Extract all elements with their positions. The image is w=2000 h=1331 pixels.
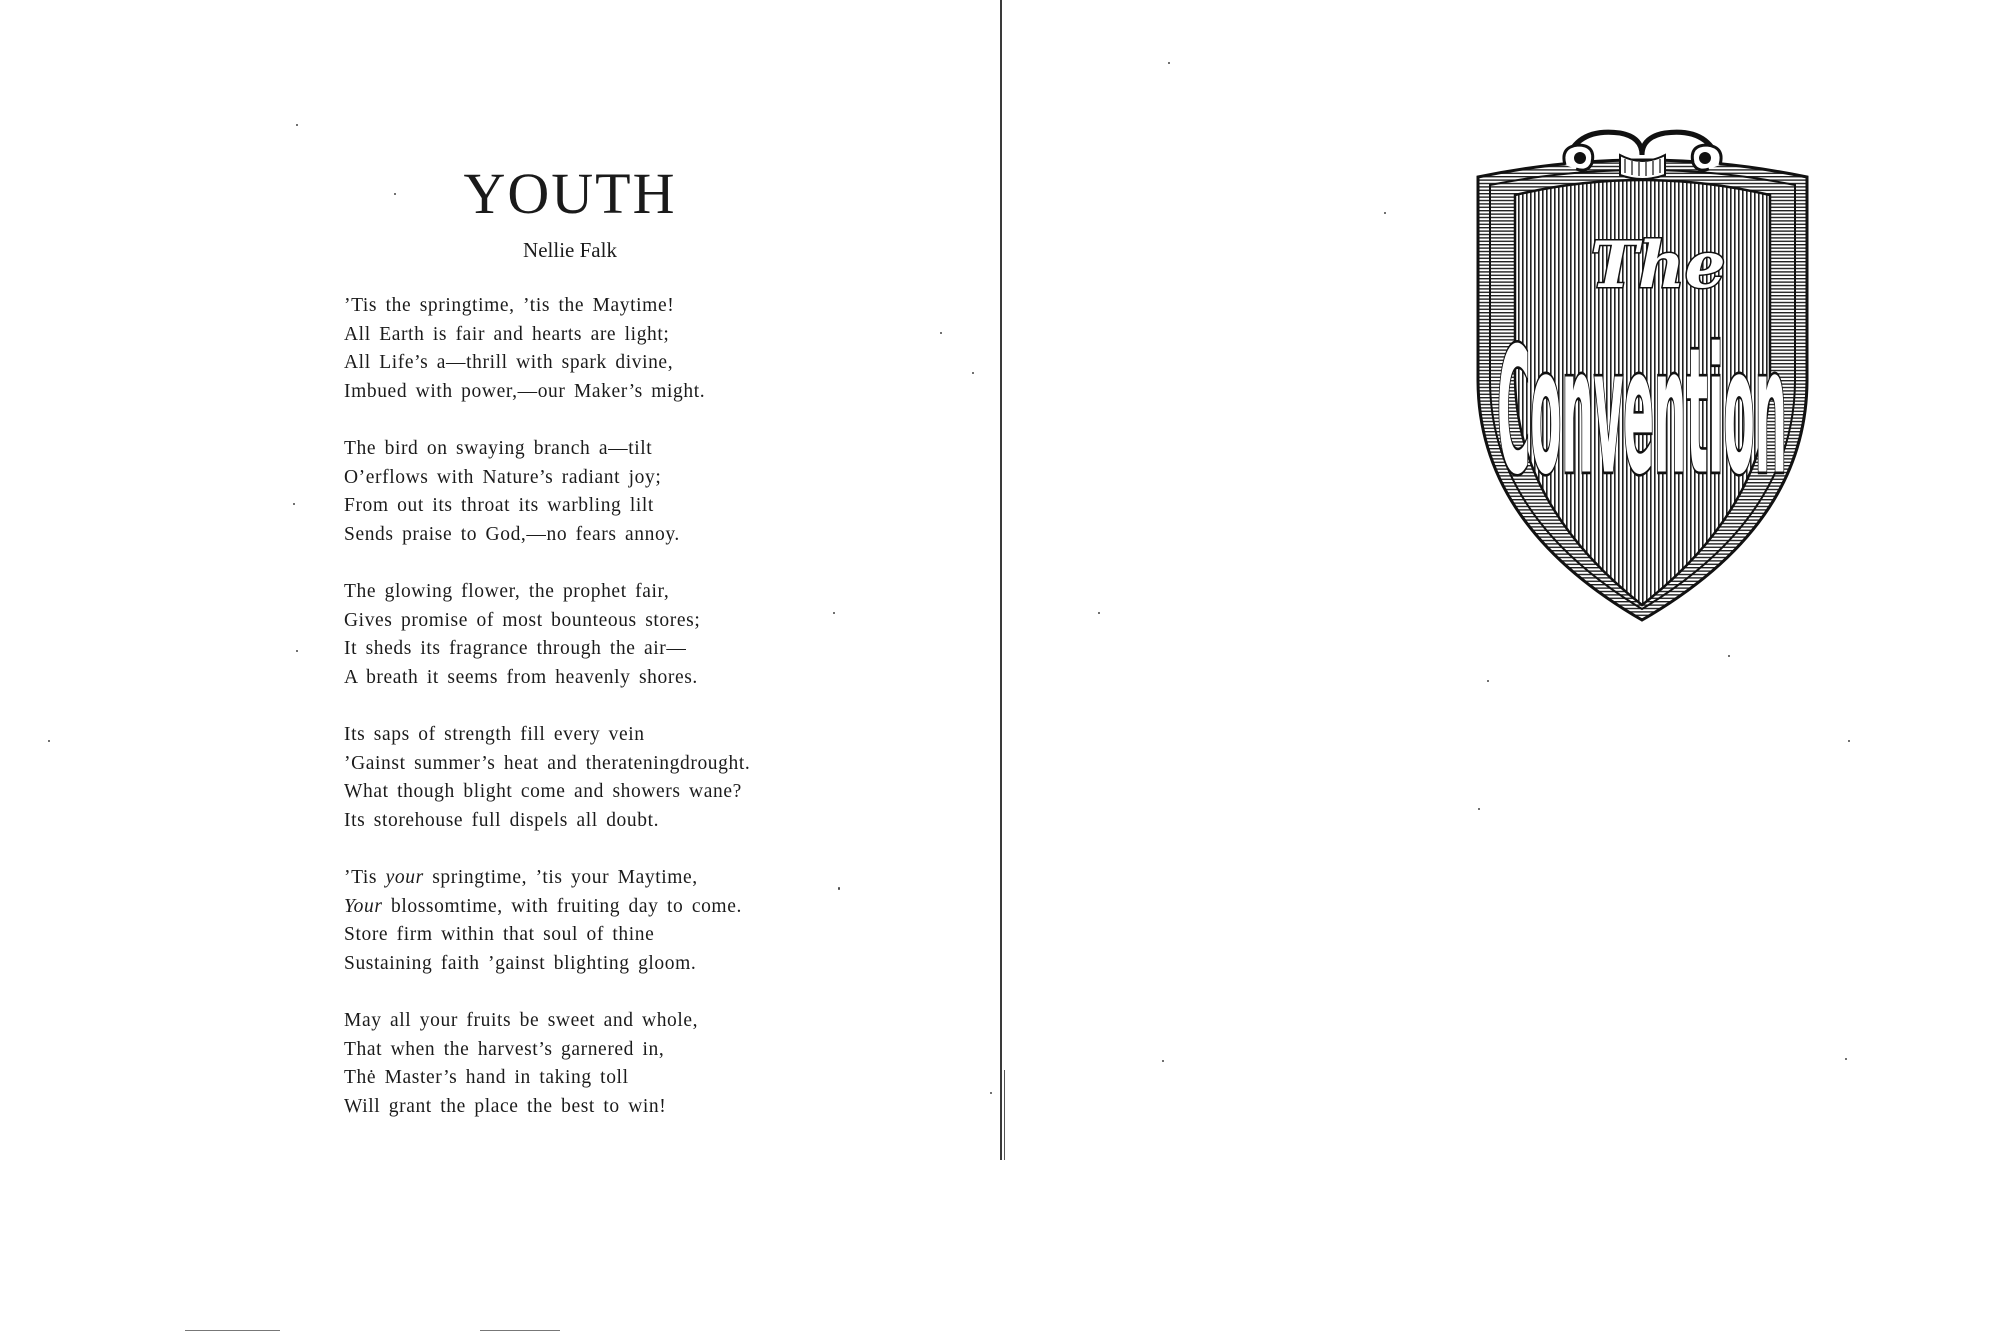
poem-line [344, 750, 864, 779]
poem-line-pre: The glowing flower, the prophet fair, [344, 581, 670, 602]
paper-speck [1845, 1058, 1847, 1060]
paper-speck [1168, 62, 1170, 64]
poem-line [344, 321, 864, 350]
paper-speck [972, 372, 974, 374]
paper-speck [838, 887, 840, 889]
poem-line [344, 635, 864, 664]
poem-line-pre: May all your fruits be sweet and whole, [344, 1010, 699, 1031]
paper-speck [833, 612, 835, 614]
poem-line [344, 778, 864, 807]
poem-line-em: Your [344, 895, 383, 917]
paper-speck [296, 124, 298, 126]
poem-line [344, 378, 864, 407]
poem-line-pre: Store firm within that soul of thine [344, 924, 655, 945]
poem-line [344, 1093, 864, 1122]
paper-speck [1848, 740, 1850, 742]
poem-line [344, 864, 864, 893]
poem-line-pre: Its storehouse full dispels all doubt. [344, 809, 660, 831]
paper-speck [940, 332, 942, 334]
poem-line-pre: ’Gainst summer’s heat and therateningdrought. [344, 752, 751, 774]
poem-line [344, 721, 864, 750]
poem-line [344, 292, 864, 321]
poem-line-pre: From out its throat its warbling lilt [344, 495, 654, 516]
poem-line-post: blossomtime, with fruiting day to come. [382, 895, 742, 917]
poem-line [344, 578, 864, 607]
poem-line [344, 607, 864, 636]
paper-speck [1162, 1060, 1164, 1062]
poem-stanza [344, 292, 864, 406]
poem-line [344, 950, 864, 979]
poem-line [344, 1036, 864, 1065]
poem-line-pre: Will grant the place the best to win! [344, 1095, 667, 1117]
paper-speck [1384, 212, 1386, 214]
poem-stanza [344, 578, 864, 692]
poem-line [344, 1007, 864, 1036]
poem-line-pre: Gives promise of most bounteous stores; [344, 609, 701, 631]
poem-line [344, 1064, 864, 1093]
emblem-word-main: Convention [1497, 311, 1787, 514]
poem-line-pre: That when the harvest’s garnered in, [344, 1038, 665, 1060]
poem-body [344, 292, 864, 1150]
poem-line-pre: Sustaining faith ’gainst blighting gloom. [344, 952, 697, 974]
poem-line-pre: O’erflows with Nature’s radiant joy; [344, 466, 662, 488]
paper-speck [296, 650, 298, 652]
poem-stanza [344, 721, 864, 835]
poem-line [344, 921, 864, 950]
poem-stanza [344, 1007, 864, 1121]
poem-line-pre: All Life’s a—thrill with spark divine, [344, 352, 674, 373]
poem-line-pre: The bird on swaying branch a—tilt [344, 438, 653, 459]
poem-line-pre: Thė Master’s hand in taking toll [344, 1067, 629, 1088]
poem-line [344, 492, 864, 521]
paper-speck [1728, 655, 1730, 657]
poem-stanza [344, 864, 864, 978]
page-gutter-line [1000, 0, 1002, 1160]
poem-line-pre: Its saps of strength fill every vein [344, 724, 645, 745]
poem-line [344, 664, 864, 693]
poem-line [344, 807, 864, 836]
poem-line [344, 893, 864, 922]
poem-stanza [344, 435, 864, 549]
poem-title: YOUTH [463, 161, 677, 226]
poem-line-pre: ’Tis the springtime, ’tis the Maytime! [344, 295, 675, 316]
paper-speck [1478, 808, 1480, 810]
poem-line [344, 521, 864, 550]
poem-line-pre: A breath it seems from heavenly shores. [344, 666, 698, 688]
poem-line [344, 435, 864, 464]
poem-line-pre: Imbued with power,—our Maker’s might. [344, 380, 706, 402]
poem-line [344, 464, 864, 493]
paper-speck [990, 1092, 992, 1094]
paper-speck [1098, 612, 1100, 614]
poem-line [344, 349, 864, 378]
poem-line-pre: What though blight come and showers wane? [344, 781, 742, 802]
poem-line-pre: ’Tis [344, 867, 386, 888]
paper-speck [48, 740, 50, 742]
poem-line-pre: All Earth is fair and hearts are light; [344, 323, 670, 345]
paper-speck [1487, 680, 1489, 682]
emblem-word-top: The [1590, 228, 1726, 303]
poem-line-post: springtime, ’tis your Maytime, [423, 867, 698, 888]
paper-speck [394, 193, 396, 195]
shield-emblem-icon [1470, 125, 1815, 625]
poem-line-pre: Sends praise to God,—no fears annoy. [344, 523, 680, 545]
poem-author: Nellie Falk [523, 238, 617, 262]
poem-line-pre: It sheds its fragrance through the air— [344, 638, 687, 659]
poem-line-em: your [385, 867, 424, 888]
paper-speck [293, 503, 295, 505]
